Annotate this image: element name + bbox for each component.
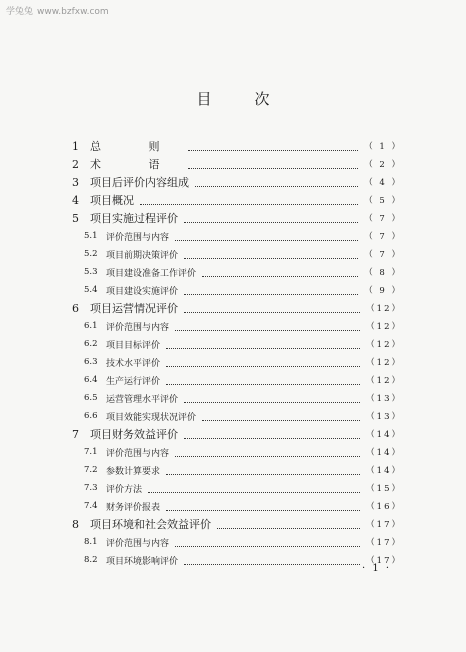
- toc-page: （17）: [366, 520, 402, 530]
- toc-title: 项目环境影响评价: [106, 556, 179, 567]
- toc-dot-leader: [166, 464, 360, 475]
- toc-number: 7.3: [84, 483, 98, 493]
- toc-number: 5.4: [84, 285, 98, 295]
- toc-dot-leader: [184, 428, 360, 439]
- toc-page: （12）: [366, 304, 402, 314]
- toc-number: 7.2: [84, 465, 98, 475]
- toc-page: （13）: [366, 394, 402, 404]
- toc-dot-leader: [184, 284, 358, 295]
- page-title: 目 次: [196, 90, 284, 108]
- toc-section[interactable]: [84, 281, 402, 299]
- toc-number: 7.4: [84, 501, 98, 511]
- toc-page: （14）: [366, 466, 402, 476]
- toc-dot-leader: [175, 230, 358, 241]
- toc-number: 6.1: [84, 321, 98, 331]
- toc-title: 项目目标评价: [106, 340, 161, 351]
- toc-page: （ 8 ）: [364, 268, 402, 278]
- toc-chapter[interactable]: [72, 425, 402, 443]
- toc-title: 运营管理水平评价: [106, 394, 179, 405]
- toc-number: 4: [72, 193, 79, 207]
- toc-number: 8.2: [84, 555, 98, 565]
- toc-chapter[interactable]: [72, 137, 402, 155]
- toc-dot-leader: [188, 140, 359, 151]
- toc-section[interactable]: [84, 263, 402, 281]
- toc-page: （13）: [366, 412, 402, 422]
- toc-dot-leader: [184, 554, 360, 565]
- toc-dot-leader: [188, 158, 359, 169]
- toc-dot-leader: [184, 302, 360, 313]
- toc-page: （12）: [366, 358, 402, 368]
- toc-section[interactable]: [84, 407, 402, 425]
- toc-dot-leader: [175, 446, 360, 457]
- toc-page: （ 9 ）: [364, 286, 402, 296]
- toc-title: 项目建设准备工作评价: [106, 268, 197, 279]
- toc-dot-leader: [195, 176, 358, 187]
- toc-number: 5: [72, 211, 79, 225]
- toc-dot-leader: [202, 266, 358, 277]
- toc-number: 7.1: [84, 447, 98, 457]
- toc-page: （12）: [366, 376, 402, 386]
- toc-page: （12）: [366, 340, 402, 350]
- toc-page: （17）: [366, 556, 402, 566]
- toc-number: 5.3: [84, 267, 98, 277]
- toc-number: 6.2: [84, 339, 98, 349]
- toc-title: 项目概况: [90, 194, 134, 207]
- toc-title: 项目财务效益评价: [90, 428, 178, 441]
- toc-page: （ 1 ）: [364, 142, 402, 152]
- toc-page: （14）: [366, 430, 402, 440]
- toc-number: 6: [72, 301, 79, 315]
- toc-title: 项目实施过程评价: [90, 212, 178, 225]
- watermark: [6, 4, 109, 17]
- toc-dot-leader: [175, 320, 360, 331]
- page-number: · 1 ·: [362, 563, 392, 574]
- toc-title: 技术水平评价: [106, 358, 161, 369]
- toc-title: 评价范围与内容: [106, 538, 170, 549]
- toc-chapter[interactable]: [72, 209, 402, 227]
- toc-chapter[interactable]: [72, 515, 402, 533]
- toc-title: 评价方法: [106, 484, 143, 495]
- toc-title: 项目建设实施评价: [106, 286, 179, 297]
- toc-title: 项目环境和社会效益评价: [90, 518, 211, 531]
- toc-number: 3: [72, 175, 79, 189]
- toc-title: 术 语: [90, 158, 182, 171]
- toc-section[interactable]: [84, 479, 402, 497]
- toc-chapter[interactable]: [72, 191, 402, 209]
- toc-page: （17）: [366, 538, 402, 548]
- toc-dot-leader: [184, 212, 358, 223]
- toc-title: 项目运营情况评价: [90, 302, 178, 315]
- toc-dot-leader: [217, 518, 360, 529]
- toc-dot-leader: [166, 500, 360, 511]
- toc-section[interactable]: [84, 317, 402, 335]
- toc-section[interactable]: [84, 443, 402, 461]
- toc-chapter[interactable]: [72, 299, 402, 317]
- toc-dot-leader: [166, 338, 360, 349]
- toc-page: （ 2 ）: [364, 160, 402, 170]
- toc-number: 6.3: [84, 357, 98, 367]
- toc-title: 评价范围与内容: [106, 232, 170, 243]
- toc-page: （ 7 ）: [364, 232, 402, 242]
- toc-title: 项目效能实现状况评价: [106, 412, 197, 423]
- watermark-site: www.bzfxw.com: [37, 7, 109, 17]
- toc-dot-leader: [166, 374, 360, 385]
- toc-page: （15）: [366, 484, 402, 494]
- toc-number: 6.4: [84, 375, 98, 385]
- toc-dot-leader: [140, 194, 358, 205]
- toc-page: （ 7 ）: [364, 250, 402, 260]
- toc-number: 5.1: [84, 231, 98, 241]
- toc-number: 5.2: [84, 249, 98, 259]
- toc-section[interactable]: [84, 353, 402, 371]
- toc-section[interactable]: [84, 497, 402, 515]
- toc-page: （14）: [366, 448, 402, 458]
- toc-number: 8.1: [84, 537, 98, 547]
- toc-number: 6.6: [84, 411, 98, 421]
- toc-chapter[interactable]: [72, 155, 402, 173]
- toc-section[interactable]: [84, 551, 402, 569]
- toc-number: 1: [72, 139, 79, 153]
- toc-dot-leader: [148, 482, 360, 493]
- watermark-brand: 学兔兔: [6, 7, 34, 17]
- toc-page: （ 4 ）: [364, 178, 402, 188]
- toc-number: 7: [72, 427, 79, 441]
- toc-section[interactable]: [84, 461, 402, 479]
- toc-dot-leader: [184, 248, 358, 259]
- toc-section[interactable]: [84, 335, 402, 353]
- toc-title: 项目前期决策评价: [106, 250, 179, 261]
- toc-section[interactable]: [84, 389, 402, 407]
- toc-number: 6.5: [84, 393, 98, 403]
- toc-chapter[interactable]: [72, 173, 402, 191]
- toc-title: 总 则: [90, 140, 182, 153]
- toc-number: 8: [72, 517, 79, 531]
- toc-section[interactable]: [84, 533, 402, 551]
- toc-dot-leader: [202, 410, 360, 421]
- toc-title: 评价范围与内容: [106, 322, 170, 333]
- toc-section[interactable]: [84, 227, 402, 245]
- toc-page: （ 5 ）: [364, 196, 402, 206]
- toc-section[interactable]: [84, 371, 402, 389]
- toc-section[interactable]: [84, 245, 402, 263]
- toc-title: 评价范围与内容: [106, 448, 170, 459]
- toc-title: 生产运行评价: [106, 376, 161, 387]
- toc-dot-leader: [175, 536, 360, 547]
- toc-dot-leader: [166, 356, 360, 367]
- toc-dot-leader: [184, 392, 360, 403]
- toc-page: （12）: [366, 322, 402, 332]
- toc-page: （16）: [366, 502, 402, 512]
- toc-number: 2: [72, 157, 79, 171]
- toc-title: 参数计算要求: [106, 466, 161, 477]
- toc-page: （ 7 ）: [364, 214, 402, 224]
- toc-title: 财务评价报表: [106, 502, 161, 513]
- toc-title: 项目后评价内容组成: [90, 176, 189, 189]
